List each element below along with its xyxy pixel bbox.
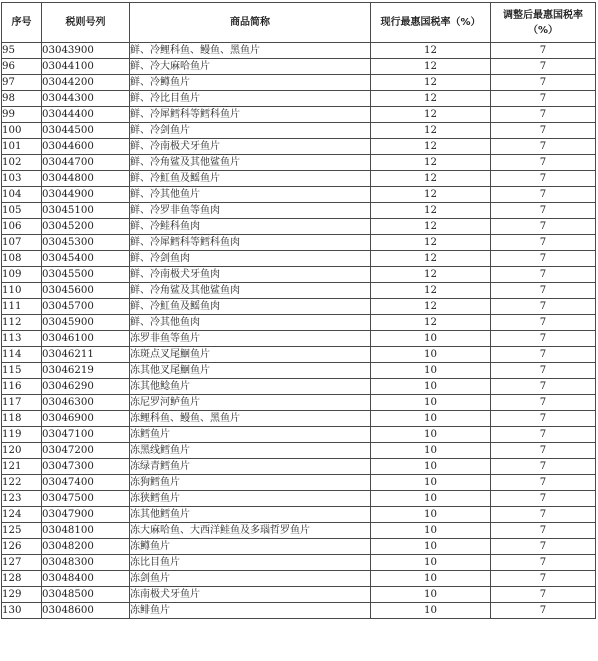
cell-adjusted-rate: 7 bbox=[491, 427, 596, 443]
cell-name: 鲜、冷大麻哈鱼片 bbox=[130, 59, 371, 75]
cell-adjusted-rate: 7 bbox=[491, 475, 596, 491]
cell-code: 03046900 bbox=[42, 411, 130, 427]
table-row bbox=[2, 267, 596, 283]
cell-adjusted-rate: 7 bbox=[491, 59, 596, 75]
cell-name: 冻其他鳕鱼片 bbox=[130, 507, 371, 523]
cell-current-rate: 12 bbox=[371, 155, 491, 171]
cell-current-rate: 10 bbox=[371, 491, 491, 507]
cell-adjusted-rate: 7 bbox=[491, 523, 596, 539]
cell-name: 冻鳟鱼片 bbox=[130, 539, 371, 555]
cell-adjusted-rate: 7 bbox=[491, 507, 596, 523]
cell-no: 126 bbox=[2, 539, 42, 555]
cell-adjusted-rate: 7 bbox=[491, 91, 596, 107]
table-row bbox=[2, 443, 596, 459]
cell-current-rate: 10 bbox=[371, 459, 491, 475]
table-row bbox=[2, 331, 596, 347]
table-row bbox=[2, 187, 596, 203]
cell-current-rate: 12 bbox=[371, 171, 491, 187]
cell-code: 03044400 bbox=[42, 107, 130, 123]
cell-name: 鲜、冷鳟鱼片 bbox=[130, 75, 371, 91]
table-row bbox=[2, 171, 596, 187]
table-row bbox=[2, 379, 596, 395]
tariff-table bbox=[1, 2, 596, 619]
cell-adjusted-rate: 7 bbox=[491, 379, 596, 395]
cell-current-rate: 10 bbox=[371, 539, 491, 555]
header-code: 税则号列 bbox=[42, 3, 130, 43]
cell-current-rate: 12 bbox=[371, 299, 491, 315]
cell-adjusted-rate: 7 bbox=[491, 267, 596, 283]
table-row bbox=[2, 475, 596, 491]
cell-no: 116 bbox=[2, 379, 42, 395]
header-current-rate: 现行最惠国税率（%） bbox=[371, 3, 491, 43]
cell-name: 冻狭鳕鱼片 bbox=[130, 491, 371, 507]
cell-code: 03046100 bbox=[42, 331, 130, 347]
cell-code: 03043900 bbox=[42, 43, 130, 59]
cell-code: 03046290 bbox=[42, 379, 130, 395]
cell-no: 114 bbox=[2, 347, 42, 363]
cell-code: 03045200 bbox=[42, 219, 130, 235]
cell-code: 03048400 bbox=[42, 571, 130, 587]
table-row bbox=[2, 299, 596, 315]
cell-no: 111 bbox=[2, 299, 42, 315]
cell-no: 128 bbox=[2, 571, 42, 587]
cell-code: 03044900 bbox=[42, 187, 130, 203]
cell-code: 03047400 bbox=[42, 475, 130, 491]
table-row bbox=[2, 139, 596, 155]
table-row bbox=[2, 91, 596, 107]
table-row bbox=[2, 395, 596, 411]
cell-adjusted-rate: 7 bbox=[491, 75, 596, 91]
cell-name: 冻其他鲶鱼片 bbox=[130, 379, 371, 395]
cell-code: 03048500 bbox=[42, 587, 130, 603]
table-header-row bbox=[2, 3, 596, 43]
cell-adjusted-rate: 7 bbox=[491, 459, 596, 475]
cell-no: 103 bbox=[2, 171, 42, 187]
cell-adjusted-rate: 7 bbox=[491, 299, 596, 315]
cell-current-rate: 12 bbox=[371, 203, 491, 219]
cell-name: 鲜、冷南极犬牙鱼片 bbox=[130, 139, 371, 155]
cell-code: 03047300 bbox=[42, 459, 130, 475]
cell-name: 鲜、冷角鲨及其他鲨鱼肉 bbox=[130, 283, 371, 299]
cell-no: 99 bbox=[2, 107, 42, 123]
table-row bbox=[2, 411, 596, 427]
cell-code: 03045700 bbox=[42, 299, 130, 315]
cell-adjusted-rate: 7 bbox=[491, 235, 596, 251]
cell-adjusted-rate: 7 bbox=[491, 571, 596, 587]
cell-code: 03045500 bbox=[42, 267, 130, 283]
table-row bbox=[2, 587, 596, 603]
cell-current-rate: 10 bbox=[371, 411, 491, 427]
cell-no: 105 bbox=[2, 203, 42, 219]
cell-no: 121 bbox=[2, 459, 42, 475]
table-row bbox=[2, 235, 596, 251]
cell-current-rate: 12 bbox=[371, 91, 491, 107]
cell-current-rate: 10 bbox=[371, 603, 491, 619]
cell-no: 124 bbox=[2, 507, 42, 523]
cell-current-rate: 10 bbox=[371, 427, 491, 443]
cell-name: 鲜、冷其他鱼片 bbox=[130, 187, 371, 203]
header-name: 商品简称 bbox=[130, 3, 371, 43]
cell-code: 03044700 bbox=[42, 155, 130, 171]
cell-adjusted-rate: 7 bbox=[491, 203, 596, 219]
table-row bbox=[2, 523, 596, 539]
cell-current-rate: 10 bbox=[371, 555, 491, 571]
cell-name: 冻鲱鱼片 bbox=[130, 603, 371, 619]
cell-adjusted-rate: 7 bbox=[491, 555, 596, 571]
cell-no: 129 bbox=[2, 587, 42, 603]
cell-no: 122 bbox=[2, 475, 42, 491]
header-no: 序号 bbox=[2, 3, 42, 43]
cell-code: 03045100 bbox=[42, 203, 130, 219]
table-row bbox=[2, 571, 596, 587]
cell-code: 03044600 bbox=[42, 139, 130, 155]
table-row bbox=[2, 219, 596, 235]
cell-no: 106 bbox=[2, 219, 42, 235]
cell-no: 123 bbox=[2, 491, 42, 507]
cell-code: 03045400 bbox=[42, 251, 130, 267]
cell-no: 118 bbox=[2, 411, 42, 427]
cell-adjusted-rate: 7 bbox=[491, 107, 596, 123]
cell-current-rate: 10 bbox=[371, 331, 491, 347]
cell-no: 96 bbox=[2, 59, 42, 75]
cell-current-rate: 12 bbox=[371, 107, 491, 123]
cell-no: 115 bbox=[2, 363, 42, 379]
cell-adjusted-rate: 7 bbox=[491, 363, 596, 379]
cell-name: 冻斑点叉尾鮰鱼片 bbox=[130, 347, 371, 363]
cell-no: 102 bbox=[2, 155, 42, 171]
cell-adjusted-rate: 7 bbox=[491, 219, 596, 235]
table-row bbox=[2, 347, 596, 363]
cell-code: 03047500 bbox=[42, 491, 130, 507]
cell-current-rate: 12 bbox=[371, 187, 491, 203]
cell-name: 鲜、冷剑鱼肉 bbox=[130, 251, 371, 267]
cell-adjusted-rate: 7 bbox=[491, 395, 596, 411]
cell-no: 119 bbox=[2, 427, 42, 443]
cell-adjusted-rate: 7 bbox=[491, 539, 596, 555]
table-row bbox=[2, 459, 596, 475]
cell-adjusted-rate: 7 bbox=[491, 587, 596, 603]
cell-adjusted-rate: 7 bbox=[491, 315, 596, 331]
cell-code: 03048600 bbox=[42, 603, 130, 619]
table-row bbox=[2, 107, 596, 123]
cell-code: 03048100 bbox=[42, 523, 130, 539]
cell-no: 109 bbox=[2, 267, 42, 283]
cell-name: 鲜、冷鲤科鱼、鳗鱼、黑鱼片 bbox=[130, 43, 371, 59]
cell-current-rate: 12 bbox=[371, 75, 491, 91]
header-adjusted-rate: 调整后最惠国税率（%） bbox=[491, 3, 596, 43]
cell-adjusted-rate: 7 bbox=[491, 411, 596, 427]
cell-current-rate: 10 bbox=[371, 507, 491, 523]
cell-current-rate: 12 bbox=[371, 139, 491, 155]
cell-adjusted-rate: 7 bbox=[491, 283, 596, 299]
cell-name: 冻剑鱼片 bbox=[130, 571, 371, 587]
cell-code: 03044500 bbox=[42, 123, 130, 139]
cell-name: 冻绿青鳕鱼片 bbox=[130, 459, 371, 475]
cell-name: 鲜、冷剑鱼片 bbox=[130, 123, 371, 139]
cell-adjusted-rate: 7 bbox=[491, 443, 596, 459]
cell-code: 03048200 bbox=[42, 539, 130, 555]
table-row bbox=[2, 251, 596, 267]
table-row bbox=[2, 283, 596, 299]
cell-adjusted-rate: 7 bbox=[491, 603, 596, 619]
cell-code: 03044800 bbox=[42, 171, 130, 187]
cell-adjusted-rate: 7 bbox=[491, 123, 596, 139]
cell-current-rate: 12 bbox=[371, 235, 491, 251]
cell-name: 冻比目鱼片 bbox=[130, 555, 371, 571]
cell-code: 03044200 bbox=[42, 75, 130, 91]
table-row bbox=[2, 43, 596, 59]
cell-name: 冻其他叉尾鮰鱼片 bbox=[130, 363, 371, 379]
cell-current-rate: 10 bbox=[371, 363, 491, 379]
cell-no: 125 bbox=[2, 523, 42, 539]
table-row bbox=[2, 491, 596, 507]
cell-name: 冻鳕鱼片 bbox=[130, 427, 371, 443]
table-row bbox=[2, 315, 596, 331]
cell-adjusted-rate: 7 bbox=[491, 155, 596, 171]
cell-current-rate: 12 bbox=[371, 219, 491, 235]
cell-name: 鲜、冷魟鱼及鳐鱼片 bbox=[130, 171, 371, 187]
cell-current-rate: 10 bbox=[371, 475, 491, 491]
cell-adjusted-rate: 7 bbox=[491, 331, 596, 347]
cell-no: 127 bbox=[2, 555, 42, 571]
cell-code: 03047100 bbox=[42, 427, 130, 443]
cell-name: 鲜、冷其他鱼肉 bbox=[130, 315, 371, 331]
cell-code: 03045900 bbox=[42, 315, 130, 331]
cell-no: 110 bbox=[2, 283, 42, 299]
table-row bbox=[2, 603, 596, 619]
cell-current-rate: 10 bbox=[371, 571, 491, 587]
cell-current-rate: 10 bbox=[371, 347, 491, 363]
cell-code: 03045600 bbox=[42, 283, 130, 299]
cell-name: 鲜、冷角鲨及其他鲨鱼片 bbox=[130, 155, 371, 171]
cell-name: 鲜、冷罗非鱼等鱼肉 bbox=[130, 203, 371, 219]
cell-name: 冻狗鳕鱼片 bbox=[130, 475, 371, 491]
cell-adjusted-rate: 7 bbox=[491, 491, 596, 507]
table-row bbox=[2, 75, 596, 91]
cell-code: 03044100 bbox=[42, 59, 130, 75]
cell-current-rate: 12 bbox=[371, 123, 491, 139]
cell-current-rate: 12 bbox=[371, 283, 491, 299]
cell-no: 107 bbox=[2, 235, 42, 251]
cell-name: 冻黑线鳕鱼片 bbox=[130, 443, 371, 459]
cell-code: 03047200 bbox=[42, 443, 130, 459]
cell-current-rate: 10 bbox=[371, 443, 491, 459]
cell-current-rate: 12 bbox=[371, 59, 491, 75]
cell-name: 鲜、冷比目鱼片 bbox=[130, 91, 371, 107]
cell-no: 95 bbox=[2, 43, 42, 59]
cell-adjusted-rate: 7 bbox=[491, 171, 596, 187]
cell-current-rate: 10 bbox=[371, 587, 491, 603]
cell-no: 113 bbox=[2, 331, 42, 347]
cell-current-rate: 10 bbox=[371, 523, 491, 539]
table-body bbox=[2, 43, 596, 619]
table-row bbox=[2, 363, 596, 379]
cell-adjusted-rate: 7 bbox=[491, 251, 596, 267]
cell-name: 鲜、冷鲑科鱼肉 bbox=[130, 219, 371, 235]
cell-code: 03047900 bbox=[42, 507, 130, 523]
cell-current-rate: 12 bbox=[371, 267, 491, 283]
cell-code: 03046211 bbox=[42, 347, 130, 363]
table-row bbox=[2, 155, 596, 171]
cell-no: 117 bbox=[2, 395, 42, 411]
table-row bbox=[2, 539, 596, 555]
cell-no: 100 bbox=[2, 123, 42, 139]
table-row bbox=[2, 59, 596, 75]
cell-no: 97 bbox=[2, 75, 42, 91]
cell-name: 鲜、冷犀鳕科等鳕科鱼片 bbox=[130, 107, 371, 123]
cell-name: 鲜、冷犀鳕科等鳕科鱼肉 bbox=[130, 235, 371, 251]
cell-code: 03044300 bbox=[42, 91, 130, 107]
table-row bbox=[2, 123, 596, 139]
cell-current-rate: 10 bbox=[371, 379, 491, 395]
cell-name: 鲜、冷魟鱼及鳐鱼肉 bbox=[130, 299, 371, 315]
cell-no: 98 bbox=[2, 91, 42, 107]
cell-current-rate: 10 bbox=[371, 395, 491, 411]
cell-name: 冻鲤科鱼、鳗鱼、黑鱼片 bbox=[130, 411, 371, 427]
cell-no: 112 bbox=[2, 315, 42, 331]
cell-no: 101 bbox=[2, 139, 42, 155]
table-row bbox=[2, 507, 596, 523]
cell-name: 冻南极犬牙鱼片 bbox=[130, 587, 371, 603]
cell-no: 130 bbox=[2, 603, 42, 619]
cell-name: 鲜、冷南极犬牙鱼肉 bbox=[130, 267, 371, 283]
cell-current-rate: 12 bbox=[371, 251, 491, 267]
cell-adjusted-rate: 7 bbox=[491, 187, 596, 203]
cell-name: 冻尼罗河鲈鱼片 bbox=[130, 395, 371, 411]
table-row bbox=[2, 203, 596, 219]
cell-name: 冻大麻哈鱼、大西洋鲑鱼及多瑙哲罗鱼片 bbox=[130, 523, 371, 539]
cell-no: 108 bbox=[2, 251, 42, 267]
table-row bbox=[2, 427, 596, 443]
cell-adjusted-rate: 7 bbox=[491, 347, 596, 363]
cell-code: 03046300 bbox=[42, 395, 130, 411]
cell-code: 03045300 bbox=[42, 235, 130, 251]
cell-code: 03048300 bbox=[42, 555, 130, 571]
cell-adjusted-rate: 7 bbox=[491, 43, 596, 59]
cell-no: 104 bbox=[2, 187, 42, 203]
cell-no: 120 bbox=[2, 443, 42, 459]
cell-adjusted-rate: 7 bbox=[491, 139, 596, 155]
cell-name: 冻罗非鱼等鱼片 bbox=[130, 331, 371, 347]
table-row bbox=[2, 555, 596, 571]
cell-current-rate: 12 bbox=[371, 315, 491, 331]
cell-current-rate: 12 bbox=[371, 43, 491, 59]
cell-code: 03046219 bbox=[42, 363, 130, 379]
